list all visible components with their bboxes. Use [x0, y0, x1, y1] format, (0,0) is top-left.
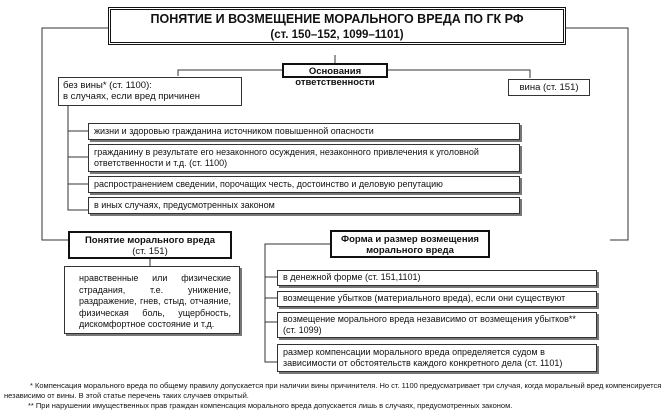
fault-box — [508, 79, 590, 96]
diagram-title — [108, 7, 566, 45]
no-fault-box — [58, 77, 242, 106]
form-item — [277, 291, 597, 307]
form-item — [277, 312, 597, 338]
form-item — [277, 270, 597, 286]
grounds-header-label: Основания ответственности — [295, 66, 375, 88]
concept-header — [68, 231, 232, 259]
form-item-text: возмещение морального вреда независимо от возмещения убытков** (ст. 1099) — [283, 314, 576, 335]
no-fault-line-2: в случаях, если вред причинен — [63, 91, 201, 102]
case-text: в иных случаях, предусмотренных законом — [94, 200, 275, 210]
form-item-text: возмещение убытков (материального вреда), если они существуют — [283, 293, 566, 303]
form-item-text: в денежной форме (ст. 151,1101) — [283, 272, 421, 282]
concept-text: нравственные или физические страдания, т.е. унижение, раздражение, гнев, стыд, отчаяние, физическая боль, ущербность, дискомфортное состояние и т.д. — [79, 273, 231, 329]
title-line-2: (ст. 150–152, 1099–1101) — [270, 29, 404, 41]
case-text: жизни и здоровью гражданина источником повышенной опасности — [94, 126, 374, 136]
form-header-line-2: морального вреда — [366, 245, 454, 256]
footnote-1: * Компенсация морального вреда по общему правилу допускается при наличии вины причинителя. Но ст. 1100 предусматривает три случая, когда моральный вред компенсируется независимо от вины. В этой статье перечень таких случаев открытый. — [4, 381, 662, 400]
case-item — [88, 176, 520, 193]
form-item — [277, 344, 597, 372]
footnotes — [4, 381, 666, 415]
case-item — [88, 197, 520, 214]
case-text: распространением сведении, порочащих честь, достоинство и деловую репутацию — [94, 179, 443, 189]
case-item — [88, 144, 520, 172]
form-item-text: размер компенсации морального вреда определяется судом в зависимости от обстоятельств каждого конкретного дела (ст. 1101) — [283, 347, 563, 368]
concept-header-line-1: Понятие морального вреда — [84, 235, 216, 246]
no-fault-line-1: без вины* (ст. 1100): — [63, 80, 152, 91]
grounds-header — [282, 63, 388, 88]
fault-label: вина (ст. 151) — [519, 82, 579, 93]
case-item — [88, 123, 520, 140]
concept-header-line-2: (ст. 151) — [132, 246, 168, 257]
concept-text-box — [64, 266, 240, 334]
title-line-1: ПОНЯТИЕ И ВОЗМЕЩЕНИЕ МОРАЛЬНОГО ВРЕДА ПО ГК РФ — [150, 12, 524, 26]
form-header — [330, 230, 490, 258]
form-header-line-1: Форма и размер возмещения — [341, 234, 479, 245]
footnote-2: ** При нарушении имущественных прав граждан компенсация морального вреда допускается лишь в случаях, предусмотренных законом. — [28, 401, 513, 410]
case-text: гражданину в результате его незаконного осуждения, незаконного привлечения к уголовной ответственности и т.д. (ст. 1100) — [94, 147, 479, 168]
